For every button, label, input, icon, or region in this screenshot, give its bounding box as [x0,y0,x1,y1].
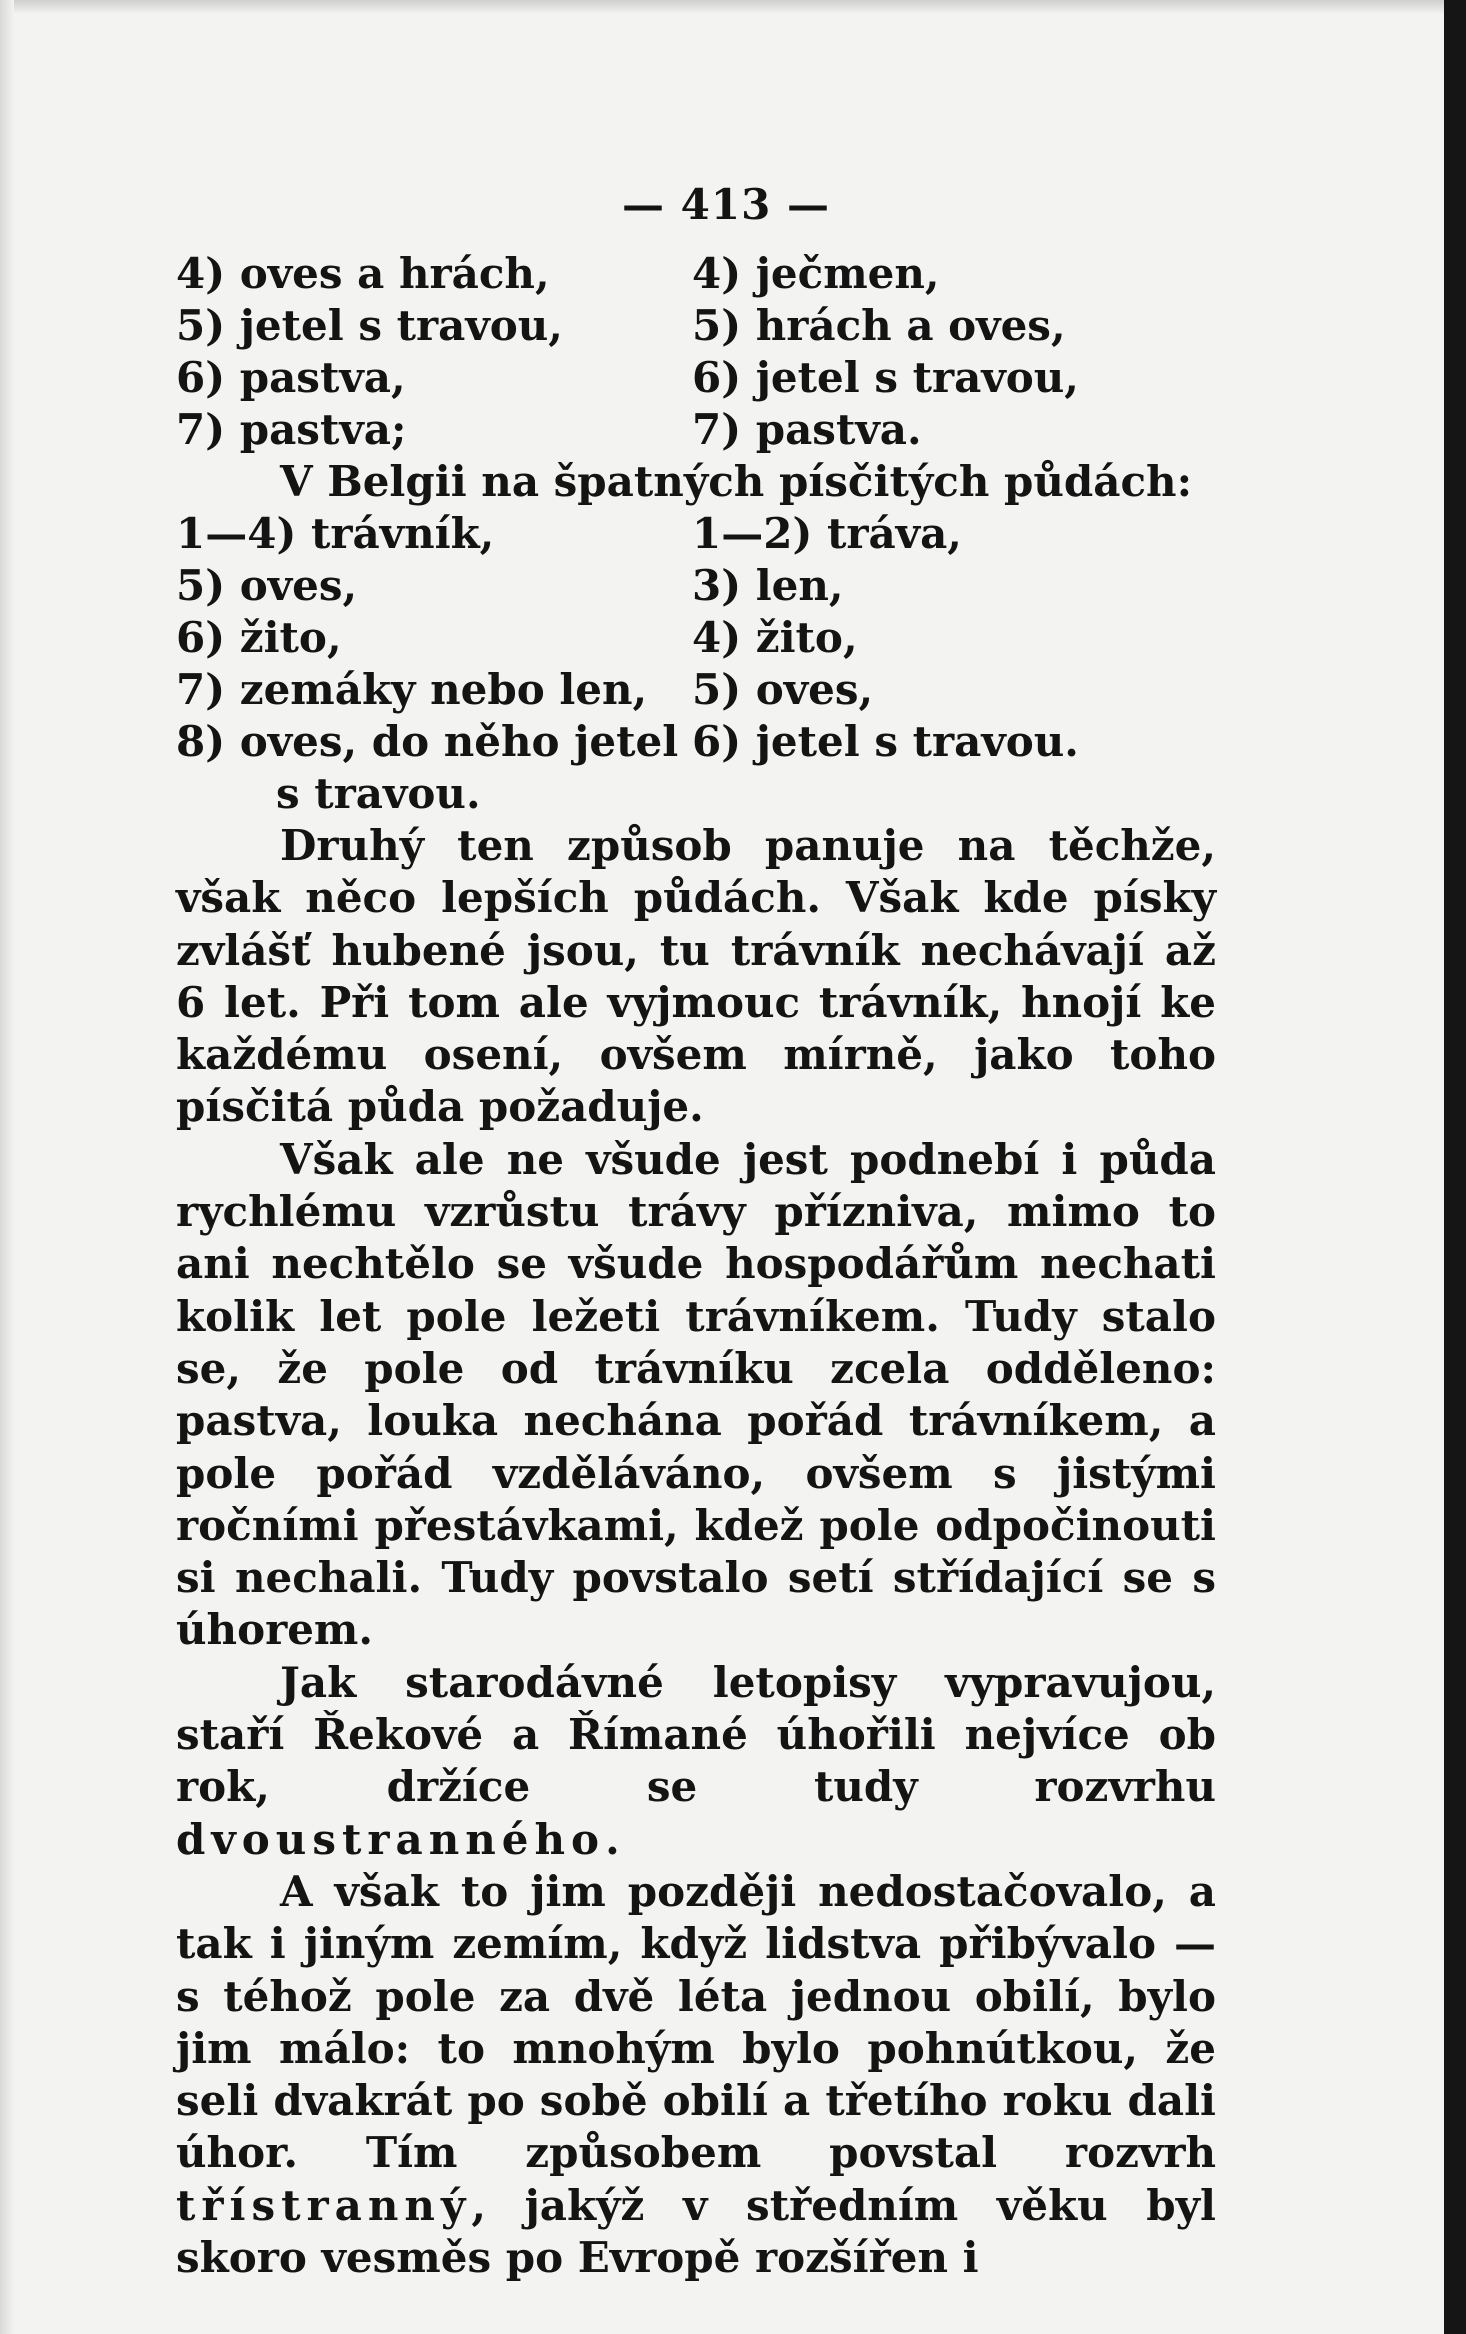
table-cell-left: 7) pastva; [176,405,407,454]
table-cell-right: 3) len, [692,561,844,610]
table-cell-left: 6) žito, [176,613,342,662]
spaced-term: dvoustranného [176,1814,606,1864]
paragraph: Druhý ten způsob panuje na těchže, však něco lepších půdách. Však kde písky zvlášť hubené jsou, tu trávník nechávají až 6 let. Při tom ale vyjmouc trávník, hnojí ke každému osení, ovšem mírně, jako toho písčitá půda požaduje. [176,821,1216,1132]
table-row [176,612,1216,664]
table-row [176,404,1216,456]
table-cell-left: 8) oves, do něho jetel [176,717,679,766]
table-cell-left: 1—4) trávník, [176,509,495,558]
page-number: — 413 — [622,180,830,229]
paragraph [176,1866,1216,2284]
table-cell-right: 5) hrách a oves, [692,301,1066,350]
table-row [176,352,1216,404]
paragraph-text: A však to jim později nedostačovalo, a tak i jiným zemím, když lidstva přibývalo — s téhož pole za dvě léta jednou obilí, bylo jim málo: to mnohým bylo pohnútkou, že seli dvakrát po sobě obilí a třetího roku dali úhor. Tím způsobem povstal rozvrh [176,1866,1216,2178]
table-row [176,300,1216,352]
table-row [176,768,1216,820]
paragraph-text: Jak starodávné letopisy vypravujou, staří Řekové a Římané úhořili nejvíce ob rok, držíce se tudy rozvrhu [176,1657,1216,1812]
table-cell-right: 7) pastva. [692,405,922,454]
table-cell-right: 5) oves, [692,665,874,714]
page-left-shadow [0,0,14,2334]
spaced-term: třístranný [176,2180,472,2230]
page-top-shadow [0,0,1444,14]
table-cell-left: 7) zemáky nebo len, [176,665,648,714]
table-cell-left: 6) pastva, [176,353,406,402]
table-cell-right: 4) žito, [692,613,858,662]
table-cell-right: 4) ječmen, [692,249,940,298]
rotation-table-2 [176,508,1216,820]
table-cell-left: 5) oves, [176,561,358,610]
table-cell-continuation: s travou. [276,769,481,818]
table-row [176,248,1216,300]
table-cell-right: 1—2) tráva, [692,509,962,558]
paragraph: Však ale ne všude jest podnebí i půda rychlému vzrůstu trávy přízniva, mimo to ani nechtělo se všude hospodářům nechati kolik let pole ležeti trávníkem. Tudy stalo se, že pole od trávníku zcela odděleno: pastva, louka nechána pořád trávníkem, a pole pořád vzděláváno, ovšem s jistými ročními přestávkami, kdež pole odpočinouti si nechali. Tudy povstalo setí střídající se s úhorem. [176,1134,1216,1655]
paragraph [176,1657,1216,1866]
belgium-heading: V Belgii na špatných písčitých půdách: [280,457,1193,506]
table-cell-left: 4) oves a hrách, [176,249,550,298]
scan-right-border [1444,0,1466,2334]
rotation-table-1 [176,248,1216,456]
table-cell-right: 6) jetel s travou, [692,353,1079,402]
table-cell-right: 6) jetel s travou. [692,717,1079,766]
table-row [176,508,1216,560]
table-row [176,716,1216,768]
table-cell-left: 5) jetel s travou, [176,301,563,350]
table-row [176,560,1216,612]
table-row [176,664,1216,716]
paragraph-text: . [605,1814,620,1864]
page-text [176,170,1216,2284]
paragraph-text: , jakýž v středním věku byl skoro vesměs po Evropě rozšířen i [176,2180,1216,2283]
